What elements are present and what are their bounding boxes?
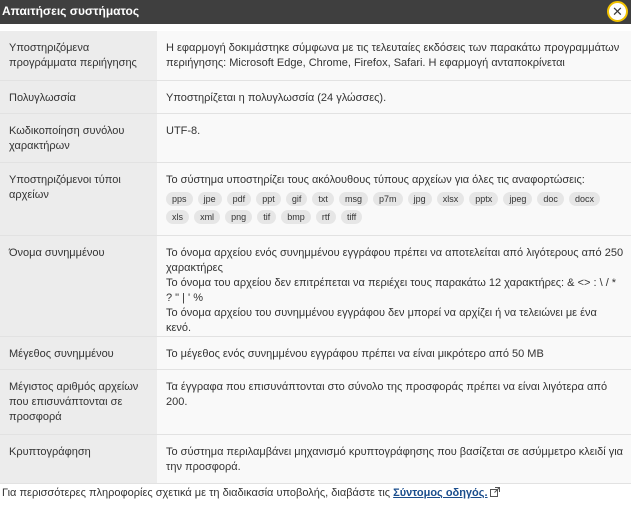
table-row: [0, 31, 631, 80]
row-label: Κωδικοποίηση συνόλου χαρακτήρων: [0, 113, 157, 162]
file-type-chip: jpe: [198, 192, 222, 206]
close-icon[interactable]: ✕: [607, 1, 628, 22]
file-type-chip: xls: [166, 210, 189, 224]
footer-note: [2, 487, 500, 500]
table-row: [0, 369, 631, 434]
row-value: [157, 235, 631, 336]
table-row: [0, 235, 631, 336]
table-row: [0, 113, 631, 162]
file-type-chip: msg: [339, 192, 368, 206]
row-label: Όνομα συνημμένου: [0, 235, 157, 336]
file-type-chip: ppt: [256, 192, 281, 206]
file-type-chip: doc: [537, 192, 564, 206]
file-type-chip: txt: [312, 192, 334, 206]
file-type-chip: tiff: [341, 210, 362, 224]
file-type-chip: rtf: [316, 210, 336, 224]
file-type-chip: bmp: [281, 210, 311, 224]
file-type-chip: jpeg: [503, 192, 532, 206]
row-value: Το σύστημα περιλαμβάνει μηχανισμό κρυπτογράφησης που βασίζεται σε ασύμμετρο κλειδί για την προσφορά.: [157, 434, 631, 483]
table-row: [0, 80, 631, 113]
row-value: UTF-8.: [157, 113, 631, 162]
row-label: Υποστηριζόμενα προγράμματα περιήγησης: [0, 31, 157, 80]
row-value: Τα έγγραφα που επισυνάπτονται στο σύνολο της προσφοράς πρέπει να είναι λιγότερα από 200.: [157, 369, 631, 434]
table-row: [0, 434, 631, 483]
row-label: Μέγεθος συνημμένου: [0, 336, 157, 369]
row-label: Υποστηριζόμενοι τύποι αρχείων: [0, 162, 157, 235]
file-type-chip: tif: [257, 210, 276, 224]
file-type-chip: pdf: [227, 192, 252, 206]
requirements-table: [0, 31, 631, 484]
file-type-list: [166, 192, 625, 228]
table-row: [0, 336, 631, 369]
row-value: Η εφαρμογή δοκιμάστηκε σύμφωνα με τις τελευταίες εκδόσεις των παρακάτω προγραμμάτων περιήγησης: Microsoft Edge, Chrome, Firefox, Safari. Η εφαρμογή ανταποκρίνεται: [157, 31, 631, 80]
row-value: Το μέγεθος ενός συνημμένου εγγράφου πρέπει να είναι μικρότερο από 50 MB: [157, 336, 631, 369]
file-type-chip: docx: [569, 192, 600, 206]
file-type-chip: pptx: [469, 192, 498, 206]
row-value: [157, 162, 631, 235]
footer-text: Για περισσότερες πληροφορίες σχετικά με τη διαδικασία υποβολής, διαβάστε τις: [2, 487, 394, 499]
table-row: [0, 162, 631, 235]
dialog-header: [0, 0, 631, 24]
file-type-chip: gif: [286, 192, 308, 206]
row-label: Μέγιστος αριθμός αρχείων που επισυνάπτονται σε προσφορά: [0, 369, 157, 434]
external-link-icon: [490, 487, 500, 500]
file-type-chip: xlsx: [437, 192, 465, 206]
dialog-title: Απαιτήσεις συστήματος: [2, 4, 140, 18]
file-type-chip: xml: [194, 210, 220, 224]
row-value-line: Το όνομα του αρχείου δεν επιτρέπεται να περιέχει τους παρακάτω 12 χαρακτήρες: & <> : \ / * ? " | ' %: [166, 276, 617, 304]
row-label: Κρυπτογράφηση: [0, 434, 157, 483]
file-type-chip: png: [225, 210, 252, 224]
row-value-line: Το όνομα αρχείου ενός συνημμένου εγγράφου πρέπει να αποτελείται από λιγότερους από 250 χαρακτήρες: [166, 246, 624, 274]
file-type-chip: p7m: [373, 192, 403, 206]
row-value-line: Το όνομα αρχείου του συνημμένου εγγράφου δεν μπορεί να αρχίζει ή να τελειώνει με ένα κενό.: [166, 306, 597, 334]
quick-guide-link[interactable]: Σύντομος οδηγός.: [393, 487, 488, 499]
row-label: Πολυγλωσσία: [0, 80, 157, 113]
file-types-intro: Το σύστημα υποστηρίζει τους ακόλουθους τύπους αρχείων για όλες τις αναφορτώσεις:: [166, 173, 585, 186]
row-value: Υποστηρίζεται η πολυγλωσσία (24 γλώσσες).: [157, 80, 631, 113]
file-type-chip: jpg: [408, 192, 432, 206]
file-type-chip: pps: [166, 192, 193, 206]
